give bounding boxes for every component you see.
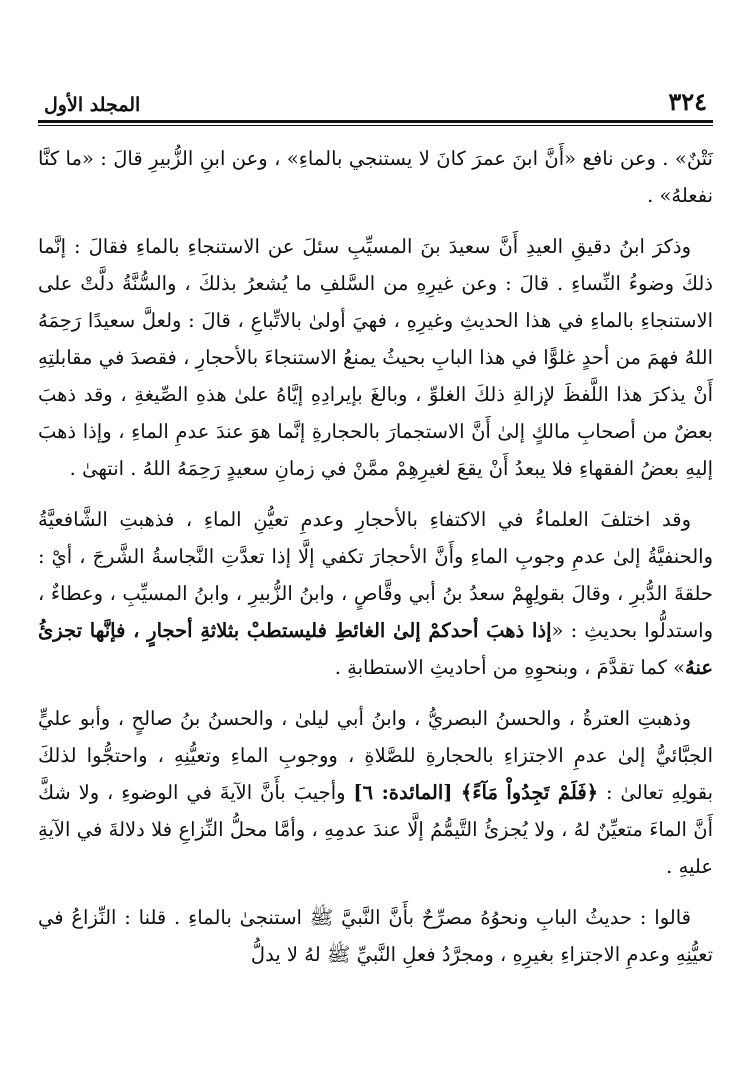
text-segment: قالوا : حديثُ البابِ ونحوُهُ مصرِّحٌ بأَنَّ النَّبيَّ ﷺ استنجىٰ بالماءِ . قلنا : النِّزاعُ في تعيُّنِهِ وعدمِ الاجتزاءِ بغيرِهِ ، ومجرَّدُ فعلِ النَّبيِّ ﷺ لهُ لا يدلُّ <box>38 906 713 966</box>
header-rule-thin <box>38 125 713 126</box>
bold-text-segment: إذا ذهبَ أحدكمْ إلىٰ الغائطِ فليستطبْ بثلاثةِ أحجارٍ ، فإنَّها تجزئُ عنهُ <box>38 619 713 679</box>
text-segment: وقد اختلفَ العلماءُ في الاكتفاءِ بالأحجارِ وعدمِ تعيُّنِ الماءِ ، فذهبتِ الشَّافعيَّةُ والحنفيَّةُ إلىٰ عدمِ وجوبِ الماءِ وأَنَّ الأحجارَ تكفي إلَّا إذا تعدَّتِ النَّجاسةُ الشَّرجَ ، أيْ : حلقةَ الدُّبرِ ، وقالَ بقولِهِمْ سعدُ بنُ أبي وقَّاصٍ ، وابنُ الزُّبيرِ ، وابنُ المسيِّبِ ، وعطاءٌ ، واستدلُّوا بحديثِ : « <box>38 508 714 642</box>
text-segment: وذكرَ ابنُ دقيقِ العيدِ أَنَّ سعيدَ بنَ المسيِّبِ سئلَ عن الاستنجاءِ بالماءِ فقالَ : إنَّما ذلكَ وضوءُ النِّساءِ . قالَ : وعن غيرِهِ من السَّلفِ ما يُشعرُ بذلكَ ، والسُّنَّةُ دلَّتْ على الاستنجاءِ بالماءِ في هذا الحديثِ وغيرِهِ ، فهيَ أولىٰ بالاتِّباعِ ، قالَ : ولعلَّ سعيدًا رَحِمَهُ اللهُ فهمَ من أحدٍ غلوًّا في هذا البابِ بحيثُ يمنعُ الاستنجاءَ بالأحجارِ ، فقصدَ في مقابلتِهِ أَنْ يذكرَ هذا اللَّفظَ لإزالةِ ذلكَ الغلوِّ ، وبالغَ بإيرادِهِ إيَّاهُ علىٰ هذهِ الصِّيغةِ ، وقد ذهبَ بعضٌ من أصحابِ مالكٍ إلىٰ أَنَّ الاستجمارَ بالحجارةِ إنَّما هوَ عندَ عدمِ الماءِ ، وإذا ذهبَ إليهِ بعضُ الفقهاءِ فلا يبعدُ أَنْ يقعَ لغيرِهِمْ ممَّنْ في زمانِ سعيدٍ رَحِمَهُ اللهُ . انتهىٰ . <box>38 235 713 480</box>
text-segment: نَتْنٌ» . وعن نافع «أَنَّ ابنَ عمرَ كانَ لا يستنجي بالماءِ» ، وعن ابنِ الزُّبيرِ قالَ : «ما كنَّا نفعلهُ» . <box>38 147 713 207</box>
paragraph-1 <box>38 140 713 214</box>
volume-title: المجلد الأول <box>44 94 141 116</box>
text-segment: وذهبتِ العترةُ ، والحسنُ البصريُّ ، وابنُ أبي ليلىٰ ، والحسنُ بنُ صالحٍ ، وأبو عليٍّ الجبَّائيُّ إلىٰ عدمِ الاجتزاءِ بالحجارةِ للصَّلاةِ ، ووجوبِ الماءِ وتعيُّنِهِ ، واحتجُّوا لذلكَ بقولِهِ تعالىٰ : <box>38 707 714 804</box>
paragraph-4 <box>38 700 713 885</box>
text-segment: وأجيبَ بأَنَّ الآيةَ في الوضوءِ ، ولا شكَّ أَنَّ الماءَ متعيِّنٌ لهُ ، ولا يُجزئُ التَّيمُّمُ إلَّا عندَ عدمِهِ ، وأمَّا محلُّ النِّزاعِ فلا دلالةَ في الآيةِ عليهِ . <box>38 781 713 878</box>
header-rule-thick <box>38 120 713 123</box>
page-content <box>38 140 713 973</box>
paragraph-3 <box>38 501 713 686</box>
paragraph-2 <box>38 228 713 487</box>
page-number: ٣٢٤ <box>668 87 707 116</box>
page-header <box>38 82 713 116</box>
text-segment: » كما تقدَّمَ ، وبنحوِهِ من أحاديثِ الاستطابةِ . <box>334 656 686 679</box>
bold-text-segment: ﴿فَلَمْ تَجِدُواْ مَآءً﴾ [المائدة: ٦] <box>353 781 599 804</box>
paragraph-5 <box>38 899 713 973</box>
